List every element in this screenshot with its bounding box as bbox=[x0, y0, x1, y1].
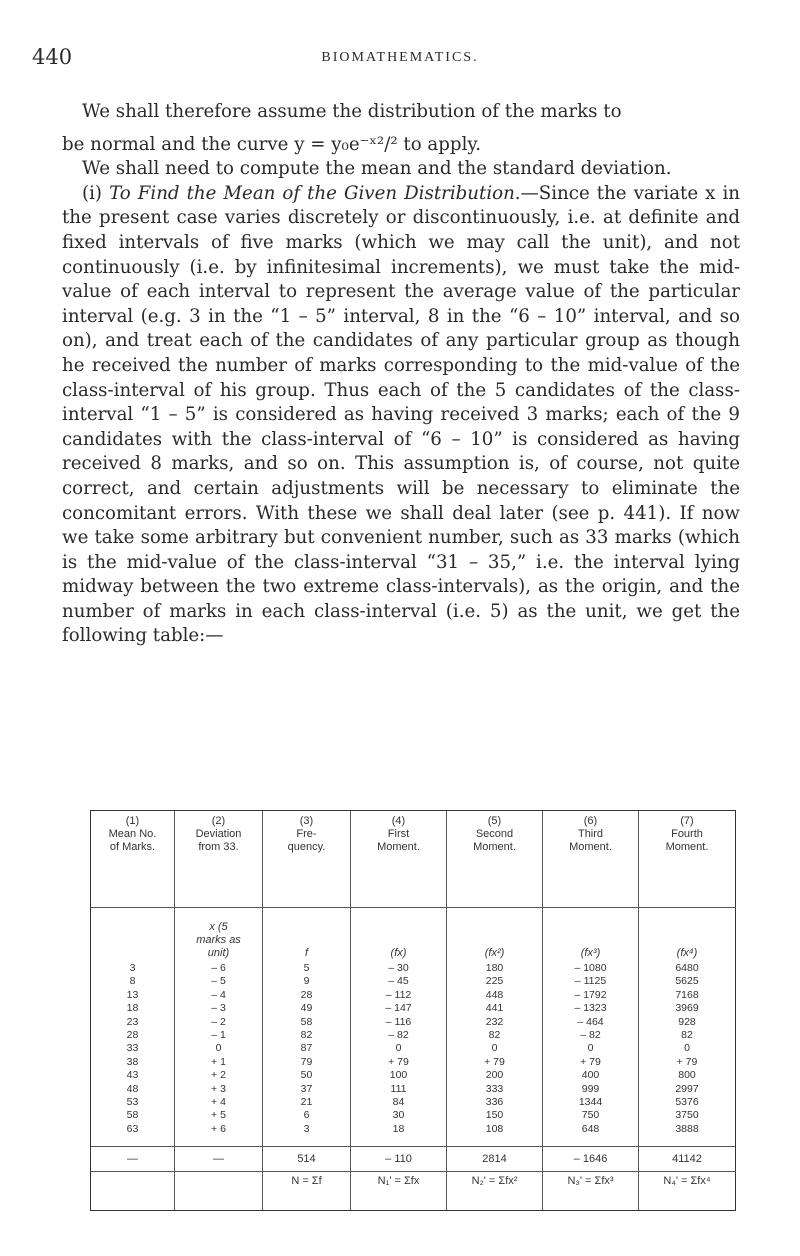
header-num: (3) bbox=[299, 815, 314, 827]
symbol-cell bbox=[91, 908, 175, 963]
symbol-cell: (fx) bbox=[351, 908, 447, 963]
table-cell: + 1 bbox=[175, 1056, 263, 1069]
header-line1: Third bbox=[577, 828, 604, 840]
table-cell: + 2 bbox=[175, 1069, 263, 1082]
header-line2: of Marks. bbox=[109, 841, 156, 853]
table-row bbox=[91, 1042, 736, 1055]
table-cell: – 1 bbox=[175, 1029, 263, 1042]
header-line1: Fourth bbox=[671, 828, 703, 840]
table-cell: 225 bbox=[447, 975, 543, 988]
header-line1: Second bbox=[475, 828, 514, 840]
table-cell: 5625 bbox=[639, 975, 736, 988]
table-cell: + 5 bbox=[175, 1109, 263, 1122]
total-cell: — bbox=[175, 1147, 263, 1172]
table-cell: – 82 bbox=[543, 1029, 639, 1042]
table-cell: 180 bbox=[447, 962, 543, 975]
table-cell: 18 bbox=[91, 1002, 175, 1015]
table-row bbox=[91, 975, 736, 988]
table-cell: – 5 bbox=[175, 975, 263, 988]
table-cell: 37 bbox=[263, 1083, 351, 1096]
header-cell bbox=[175, 811, 263, 908]
table-row bbox=[91, 1002, 736, 1015]
table-cell: 336 bbox=[447, 1096, 543, 1109]
table-row bbox=[91, 1123, 736, 1136]
table-cell: 750 bbox=[543, 1109, 639, 1122]
table-cell: 400 bbox=[543, 1069, 639, 1082]
table-cell: 53 bbox=[91, 1096, 175, 1109]
totals-row bbox=[91, 1147, 736, 1172]
table-cell: 6 bbox=[263, 1109, 351, 1122]
table-cell: 232 bbox=[447, 1016, 543, 1029]
header-line2: from 33. bbox=[198, 841, 239, 853]
running-head: BIOMATHEMATICS. bbox=[321, 50, 479, 65]
table-cell: 58 bbox=[263, 1016, 351, 1029]
table-cell: 28 bbox=[91, 1029, 175, 1042]
page-header bbox=[0, 45, 800, 75]
total-cell: – 110 bbox=[351, 1147, 447, 1172]
header-num: (4) bbox=[391, 815, 406, 827]
paragraph-3 bbox=[62, 182, 740, 649]
symbol-cell: (fx³) bbox=[543, 908, 639, 963]
table-cell: 999 bbox=[543, 1083, 639, 1096]
table-cell: + 79 bbox=[639, 1056, 736, 1069]
table-cell: 0 bbox=[351, 1042, 447, 1055]
table-cell: 82 bbox=[447, 1029, 543, 1042]
header-cell bbox=[91, 811, 175, 908]
table-cell: – 112 bbox=[351, 989, 447, 1002]
table-cell: + 6 bbox=[175, 1123, 263, 1136]
table-row bbox=[91, 1029, 736, 1042]
table-cell: + 3 bbox=[175, 1083, 263, 1096]
sum-cell: N = Σf bbox=[263, 1172, 351, 1211]
sum-cell: N₂' = Σfx² bbox=[447, 1172, 543, 1211]
table-cell: 38 bbox=[91, 1056, 175, 1069]
table-cell: – 6 bbox=[175, 962, 263, 975]
paragraph-1b: be normal and the curve y = y₀e⁻ˣ²/² to apply. bbox=[62, 133, 482, 155]
table-row bbox=[91, 989, 736, 1002]
header-line2: Moment. bbox=[473, 841, 516, 853]
table-cell: – 45 bbox=[351, 975, 447, 988]
paragraph-2: We shall need to compute the mean and the standard deviation. bbox=[82, 158, 672, 180]
spacer-row bbox=[91, 1136, 736, 1147]
sum-cell: N₁' = Σfx bbox=[351, 1172, 447, 1211]
table-cell: – 116 bbox=[351, 1016, 447, 1029]
header-row bbox=[91, 811, 736, 908]
header-num: (5) bbox=[487, 815, 502, 827]
header-line1: Fre- bbox=[296, 828, 317, 840]
table-cell: 43 bbox=[91, 1069, 175, 1082]
sum-cell bbox=[175, 1172, 263, 1211]
table-cell: 84 bbox=[351, 1096, 447, 1109]
table-row bbox=[91, 1109, 736, 1122]
header-line2: quency. bbox=[287, 841, 326, 853]
table-row bbox=[91, 1016, 736, 1029]
table-cell: 23 bbox=[91, 1016, 175, 1029]
table-cell: 5376 bbox=[639, 1096, 736, 1109]
sum-cell: N₃' = Σfx³ bbox=[543, 1172, 639, 1211]
header-num: (1) bbox=[125, 815, 140, 827]
table-cell: 82 bbox=[639, 1029, 736, 1042]
table-cell: 82 bbox=[263, 1029, 351, 1042]
symbol-cell: (fx⁴) bbox=[639, 908, 736, 963]
table-cell: 3888 bbox=[639, 1123, 736, 1136]
header-cell bbox=[543, 811, 639, 908]
table-cell: 9 bbox=[263, 975, 351, 988]
table-cell: + 4 bbox=[175, 1096, 263, 1109]
table-cell: – 1323 bbox=[543, 1002, 639, 1015]
table-cell: 48 bbox=[91, 1083, 175, 1096]
table-row bbox=[91, 1069, 736, 1082]
header-line2: Moment. bbox=[569, 841, 612, 853]
table-cell: 111 bbox=[351, 1083, 447, 1096]
symbol-row bbox=[91, 908, 736, 963]
total-cell: 41142 bbox=[639, 1147, 736, 1172]
body-text bbox=[62, 100, 740, 649]
paragraph-3-title: To Find the Mean of the Given Distribution. bbox=[109, 182, 521, 204]
table-cell: 30 bbox=[351, 1109, 447, 1122]
table-cell: 0 bbox=[447, 1042, 543, 1055]
table-cell: 333 bbox=[447, 1083, 543, 1096]
table-cell: 0 bbox=[175, 1042, 263, 1055]
symbol-cell: (fx²) bbox=[447, 908, 543, 963]
table-cell: 8 bbox=[91, 975, 175, 988]
table-cell: + 79 bbox=[351, 1056, 447, 1069]
table-cell: – 4 bbox=[175, 989, 263, 1002]
total-cell: 2814 bbox=[447, 1147, 543, 1172]
table-cell: – 3 bbox=[175, 1002, 263, 1015]
header-cell bbox=[263, 811, 351, 908]
moments-table bbox=[90, 810, 735, 1188]
table-cell: – 464 bbox=[543, 1016, 639, 1029]
table-cell: + 79 bbox=[543, 1056, 639, 1069]
table-cell: 928 bbox=[639, 1016, 736, 1029]
table-cell: 6480 bbox=[639, 962, 736, 975]
sum-cell bbox=[91, 1172, 175, 1211]
table-cell: – 82 bbox=[351, 1029, 447, 1042]
table-cell: 448 bbox=[447, 989, 543, 1002]
table-cell: 800 bbox=[639, 1069, 736, 1082]
header-num: (6) bbox=[583, 815, 598, 827]
table-cell: 49 bbox=[263, 1002, 351, 1015]
table-cell: 150 bbox=[447, 1109, 543, 1122]
header-line2: Moment. bbox=[665, 841, 709, 853]
header-num: (7) bbox=[680, 815, 694, 827]
header-line1: First bbox=[387, 828, 410, 840]
table-cell: 2997 bbox=[639, 1083, 736, 1096]
paragraph-1a: We shall therefore assume the distribution of the marks to bbox=[82, 101, 622, 122]
table-cell: 1344 bbox=[543, 1096, 639, 1109]
table-cell: + 79 bbox=[447, 1056, 543, 1069]
sum-notation-row bbox=[91, 1172, 736, 1211]
header-cell bbox=[447, 811, 543, 908]
header-num: (2) bbox=[211, 815, 226, 827]
table-cell: 3750 bbox=[639, 1109, 736, 1122]
paragraph-3-text: —Since the variate x in the present case varies discretely or discontinuously, i.e. at definite and fixed intervals of five marks (which we may call the unit), and not continuously (i.e. by infinitesimal increments), we must take the mid-value of each interval to represent the average value of the particular interval (e.g. 3 in the “1 – 5” interval, 8 in the “6 – 10” interval, and so on), and treat each of the candidates of any particular group as though he received the number of marks corresponding to the mid-value of the class-interval of his group. Thus each of the 5 candidates of the class-interval “1 – 5” is considered as having received 3 marks; each of the 9 candidates with the class-interval of “6 – 10” is considered as having received 8 marks, and so on. This assumption is, of course, not quite correct, and certain adjustments will be necessary to eliminate the concomitant errors. With these we shall deal later (see p. 441). If now we take some arbitrary but convenient number, such as 33 marks (which is the mid-value of the class-interval “31 – 35,” i.e. the interval lying midway between the two extreme class-intervals), as the origin, and the number of marks in each class-interval (i.e. 5) as the unit, we get the following table:— bbox=[62, 182, 740, 647]
table-row bbox=[91, 1096, 736, 1109]
table-cell: 100 bbox=[351, 1069, 447, 1082]
header-cell bbox=[639, 811, 736, 908]
table-cell: 50 bbox=[263, 1069, 351, 1082]
table-cell: 0 bbox=[639, 1042, 736, 1055]
table-cell: 3 bbox=[91, 962, 175, 975]
table-cell: 441 bbox=[447, 1002, 543, 1015]
table-cell: 0 bbox=[543, 1042, 639, 1055]
header-cell bbox=[351, 811, 447, 908]
table-row bbox=[91, 1056, 736, 1069]
paragraph-3-num: (i) bbox=[82, 182, 103, 204]
table-cell: – 1125 bbox=[543, 975, 639, 988]
table-cell: 87 bbox=[263, 1042, 351, 1055]
table-cell: – 30 bbox=[351, 962, 447, 975]
table-cell: – 147 bbox=[351, 1002, 447, 1015]
table-cell: 21 bbox=[263, 1096, 351, 1109]
table-cell: 63 bbox=[91, 1123, 175, 1136]
header-line1: Mean No. bbox=[108, 828, 157, 840]
page-number: 440 bbox=[32, 45, 73, 69]
table-cell: 13 bbox=[91, 989, 175, 1002]
table-cell: 648 bbox=[543, 1123, 639, 1136]
table-cell: – 1080 bbox=[543, 962, 639, 975]
sum-cell: N₄' = Σfx⁴ bbox=[639, 1172, 736, 1211]
table-cell: 5 bbox=[263, 962, 351, 975]
table-cell: – 2 bbox=[175, 1016, 263, 1029]
table-row bbox=[91, 962, 736, 975]
total-cell: — bbox=[91, 1147, 175, 1172]
total-cell: 514 bbox=[263, 1147, 351, 1172]
table-cell: 3 bbox=[263, 1123, 351, 1136]
header-line2: Moment. bbox=[377, 841, 420, 853]
table-cell: 18 bbox=[351, 1123, 447, 1136]
table-cell: 79 bbox=[263, 1056, 351, 1069]
header-line1: Deviation bbox=[195, 828, 242, 840]
table-cell: 200 bbox=[447, 1069, 543, 1082]
table-cell: 28 bbox=[263, 989, 351, 1002]
symbol-cell: f bbox=[263, 908, 351, 963]
table-cell: 3969 bbox=[639, 1002, 736, 1015]
total-cell: – 1646 bbox=[543, 1147, 639, 1172]
table-cell: 33 bbox=[91, 1042, 175, 1055]
table-cell: – 1792 bbox=[543, 989, 639, 1002]
table-cell: 58 bbox=[91, 1109, 175, 1122]
table-cell: 108 bbox=[447, 1123, 543, 1136]
table-row bbox=[91, 1083, 736, 1096]
symbol-cell: x (5 marks as unit) bbox=[175, 908, 263, 963]
table-cell: 7168 bbox=[639, 989, 736, 1002]
